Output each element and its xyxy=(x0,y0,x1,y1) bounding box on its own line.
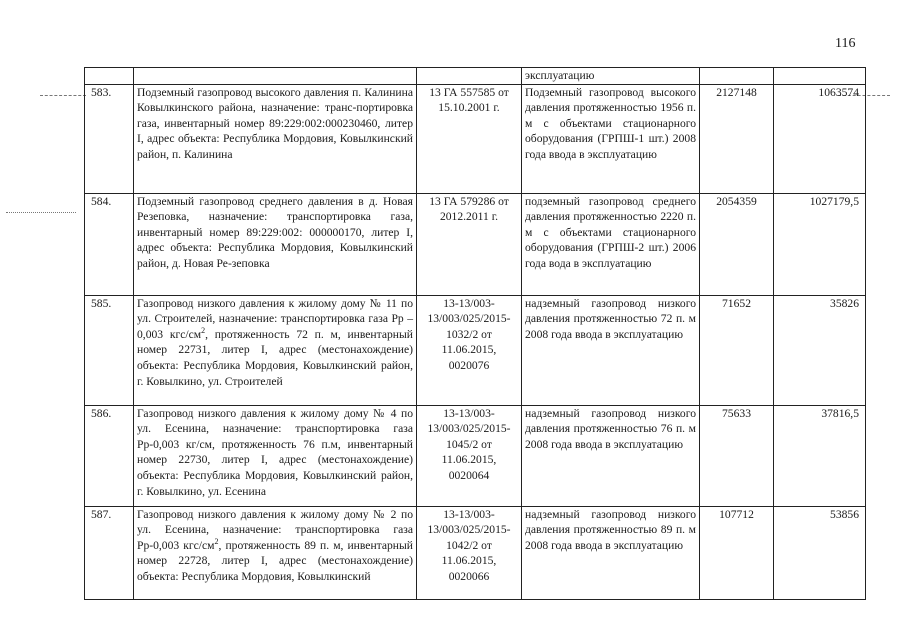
cell-name: Подземный газопровод среднего давления в д. Новая Резеповка, назначение: транспортировка газа, инвентарный номер 89:229:002: 000000170, литер I, адрес объекта: Республика Мордовия, Ковылкинский район, д. Новая Ре-зеповка xyxy=(134,193,417,295)
cell-value2 xyxy=(774,68,866,85)
table-row xyxy=(85,405,866,506)
table-row xyxy=(85,193,866,295)
cell-characteristics: эксплуатацию xyxy=(522,68,700,85)
cell-name xyxy=(134,295,417,405)
cell-num: 585. xyxy=(85,295,134,405)
table-row xyxy=(85,506,866,599)
name-text: , протяженность 72 п. м, инвентарный номер 22731, литер I, адрес (местонахождение) объекта: Республика Мордовия, Ковылкинский район, г. Ковылкино, ул. Строителей xyxy=(137,327,413,388)
cell-value1: 71652 xyxy=(700,295,774,405)
cell-doc xyxy=(417,68,522,85)
cell-characteristics: подземный газопровод среднего давления протяженностью 2220 п. м с объектами стационарного оборудования (ГРПШ-2 шт.) 2006 года вода в эксплуатацию xyxy=(522,193,700,295)
cell-num xyxy=(85,68,134,85)
cell-value2: 1027179,5 xyxy=(774,193,866,295)
cell-num: 586. xyxy=(85,405,134,506)
cell-name xyxy=(134,506,417,599)
cell-value1: 75633 xyxy=(700,405,774,506)
cell-name: Газопровод низкого давления к жилому дому № 4 по ул. Есенина, назначение: транспортировка газа Рр-0,003 кг/см, протяженность 76 п.м, инвентарный номер 22730, литер I, адрес (местонахождение) объекта: Республика Мордовия, Ковылкинский район, г. Ковылкино, ул. Есенина xyxy=(134,405,417,506)
cell-value1: 107712 xyxy=(700,506,774,599)
page-number: 116 xyxy=(835,36,856,51)
cell-name: Подземный газопровод высокого давления п. Калинина Ковылкинского района, назначение: транс-портировка газа, инвентарный номер 89:229:002:000230460, литер I, адрес объекта: Республика Мордовия, Ковылкинский район, п. Калинина xyxy=(134,84,417,193)
cell-value2: 37816,5 xyxy=(774,405,866,506)
scan-artifact-line xyxy=(6,212,76,213)
cell-doc: 13 ГА 557585 от 15.10.2001 г. xyxy=(417,84,522,193)
scan-artifact-line xyxy=(40,95,86,96)
cell-num: 583. xyxy=(85,84,134,193)
cell-characteristics: Подземный газопровод высокого давления протяженностью 1956 п. м с объектами стационарного оборудования (ГРПШ-1 шт.) 2008 года ввода в эксплуатацию xyxy=(522,84,700,193)
cell-characteristics: надземный газопровод низкого давления протяженностью 76 п. м 2008 года ввода в эксплуатацию xyxy=(522,405,700,506)
cell-value2: 1063574 xyxy=(774,84,866,193)
cell-value2: 53856 xyxy=(774,506,866,599)
cell-characteristics: надземный газопровод низкого давления протяженностью 89 п. м 2008 года ввода в эксплуатацию xyxy=(522,506,700,599)
table-row-continuation xyxy=(85,68,866,85)
name-text: Газопровод низкого давления к жилому дому № 11 по ул. Строителей, назначение: транспортировка газа Рр – 0,003 кгс/см xyxy=(137,296,413,341)
cell-num: 584. xyxy=(85,193,134,295)
superscript: 2 xyxy=(201,325,206,335)
superscript: 2 xyxy=(214,536,219,546)
table-row xyxy=(85,84,866,193)
cell-num: 587. xyxy=(85,506,134,599)
cell-value1: 2127148 xyxy=(700,84,774,193)
cell-name xyxy=(134,68,417,85)
cell-doc: 13-13/003-13/003/025/2015-1042/2 от 11.06.2015, 0020066 xyxy=(417,506,522,599)
registry-table xyxy=(84,67,866,600)
cell-value1: 2054359 xyxy=(700,193,774,295)
table-row xyxy=(85,295,866,405)
cell-doc: 13 ГА 579286 от 2012.2011 г. xyxy=(417,193,522,295)
cell-doc: 13-13/003-13/003/025/2015-1045/2 от 11.06.2015, 0020064 xyxy=(417,405,522,506)
cell-characteristics: надземный газопровод низкого давления протяженностью 72 п. м 2008 года ввода в эксплуатацию xyxy=(522,295,700,405)
name-text: , протяженность 89 п. м, инвентарный номер 22728, литер I, адрес (местонахождение) объекта: Республика Мордовия, Ковылкинский xyxy=(137,538,413,583)
cell-doc: 13-13/003-13/003/025/2015-1032/2 от 11.06.2015, 0020076 xyxy=(417,295,522,405)
cell-value1 xyxy=(700,68,774,85)
name-text: Газопровод низкого давления к жилому дому № 2 по ул. Есенина, назначение: транспортировка газа Рр-0,003 кгс/см xyxy=(137,507,413,552)
cell-value2: 35826 xyxy=(774,295,866,405)
